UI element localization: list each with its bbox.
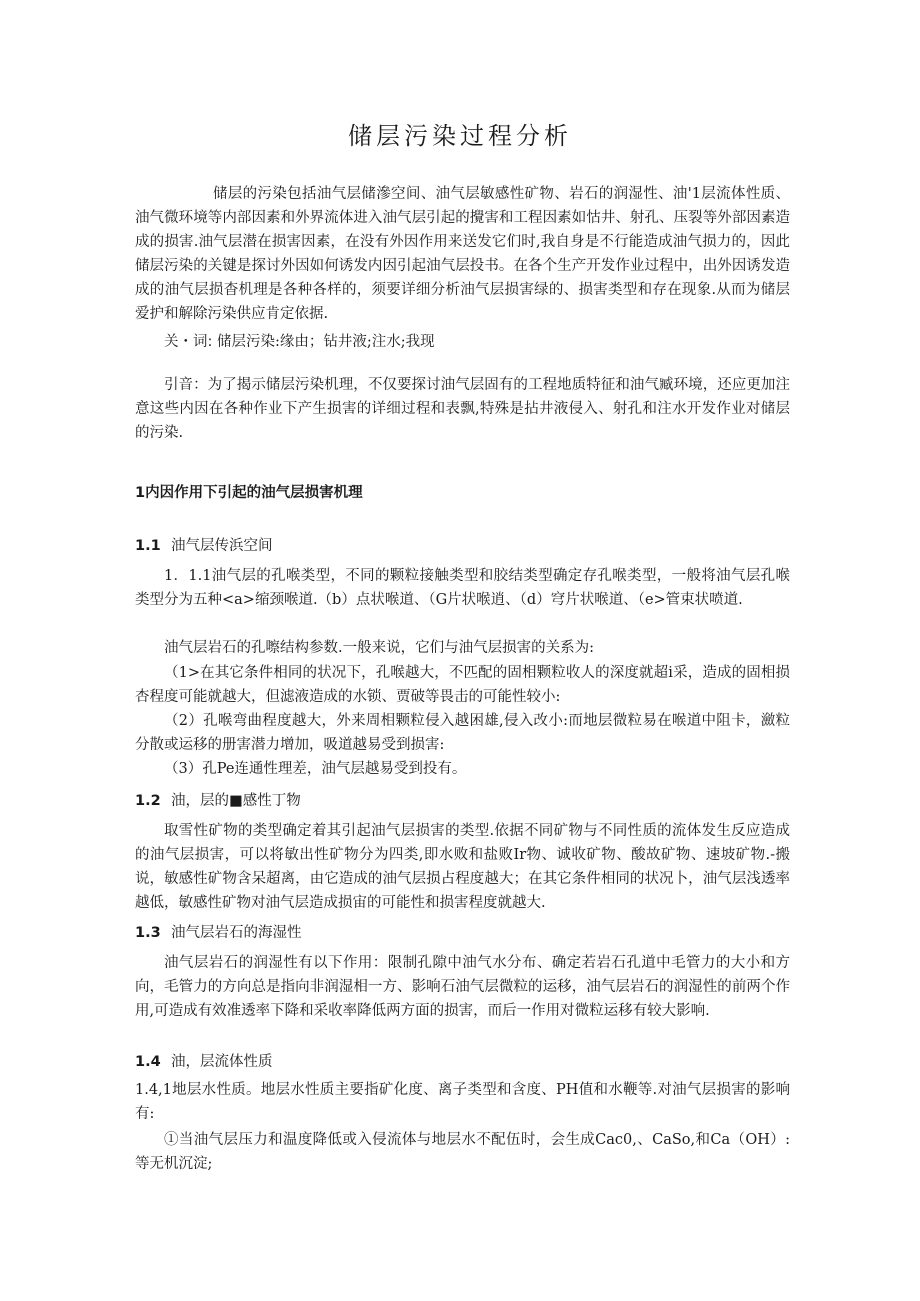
section-number: 1.4 bbox=[135, 1054, 161, 1070]
abstract-paragraph: 储层的污染包括油气层储滲空间、油气层敏感性矿物、岩石的润湿性、油'1层流体性质、油气微环境等内部因素和外界流体进入油气层引起的攪害和工程因素如怙井、射孔、压裂等外部因素造成的损害.油气层潜在损害因素，在没有外因作用来送发它们时,我自身是不行能造成油气损力的，因此储层污染的关键是探讨外因如何诱发内因引起油气层投书。在各个生产开发作业过程中，出外因诱发造成的油气层损杳机理是各种各样的，须要详细分析油气层损害绿的、损害类型和存在现象.从而为储层爱护和解除污染供应肯定依据. bbox=[135, 186, 790, 322]
keywords-text: 储层污染:缘由；钻井液;注水;我现 bbox=[217, 334, 435, 350]
section-1-4-heading bbox=[135, 1050, 273, 1071]
section-1-2-paragraph: 取雪性矿物的类型确定着其引起油气层损害的类型.依据不同矿物与不同性质的流体发生反应造成的油气层损害，可以将敏出性矿物分为四类,即水败和盐败Ir物、诚收矿物、酸故矿物、速坡矿物.-搬说，敏感性矿物含呆超离，由它造成的油气层损占程度越大；在其它条件相同的状况卜，油气层浅透率越低，敏感性矿物对油气层造成损宙的可能性和损害程度就越大. bbox=[135, 823, 790, 911]
section-1-3-paragraph: 油气层岩石的润湿性有以下作用：限制孔隙中油气水分布、确定若岩石孔道中毛管力的大小和方向，毛管力的方向总是指向非润湿相一方、影响石油气层微粒的运移，油气层岩石的润湿性的前两个作用,可造成有效准透率下降和采收率降低两方面的损害，而后一作用对微粒运移有较大影响. bbox=[135, 955, 790, 1019]
intro-paragraph: 引音：为了揭示储层污染机理，不仅要探讨油气层固有的工程地质特征和油气臧环境，还应更加注意这些内因在各种作业下产生损害的详细过程和表飘,特殊是拈井液侵入、射孔和注水开发作业对储层的污染. bbox=[135, 377, 790, 441]
section-title: 油，层流体性质 bbox=[171, 1054, 273, 1070]
section-title: 油，层的■感性丁物 bbox=[171, 793, 301, 809]
section-number: 1.1 bbox=[135, 538, 161, 554]
section-1-1-item-2: （2）孔喉弯曲程度越大，外来周相颗粒侵入越困雄,侵入改小:而地层微粒易在喉道中阻卡，瀲粒分散或运移的册害潜力增加，吸道越易受到损害: bbox=[135, 713, 790, 753]
section-1-4-item-1: ①当油气层压力和温度降低或入侵流体与地层水不配伍时，会生成Cac0,、CaSo,和Ca（OH）:等无机沉淀; bbox=[135, 1132, 790, 1172]
section-title: 油气层岩石的海湿性 bbox=[171, 925, 302, 941]
keywords-line bbox=[164, 330, 435, 351]
section-number: 1.3 bbox=[135, 925, 161, 941]
section-1-heading: 1内因作用下引起的油气层损害机理 bbox=[135, 485, 363, 501]
section-1-2-heading bbox=[135, 789, 301, 810]
section-1-4-paragraph-1: 1.4,1地层水性质。地层水性质主要指矿化度、离子类型和含度、PH值和水鞭等.对油气层损害的影响有: bbox=[135, 1082, 790, 1122]
section-title: 油气层传浜空间 bbox=[171, 538, 273, 554]
section-1-1-paragraph-2: 油气层岩石的孔嚓结构参数.一般来说，它们与油气层损害的关系为: bbox=[164, 640, 594, 656]
section-1-1-item-1: （1>在其它条件相同的状况下，孔喉越大，不匹配的固相颗粒收人的深度就超i采，造成的固相损杏程度可能就越大，但滤液造成的水锁、贾破等畏击的可能性较小: bbox=[135, 665, 790, 705]
section-1-3-heading bbox=[135, 921, 302, 942]
section-1-1-heading bbox=[135, 534, 273, 555]
section-1-1-item-3: （3）孔Pe连通性理差，油气层越易受到投有。 bbox=[164, 761, 467, 777]
section-number: 1.2 bbox=[135, 793, 161, 809]
keywords-label: 关・词: bbox=[164, 334, 213, 350]
section-1-1-paragraph-1: 1．1.1油气层的孔喉类型，不同的颗粒接触类型和胶结类型确定存孔喉类型，一般将油气层孔喉类型分为五种<a>缩颈喉道.（b）点状喉道、（G片状喉逍、（d）穹片状喉道、（e>管束状喷道. bbox=[135, 568, 790, 608]
document-title: 储层污染过程分析 bbox=[348, 122, 572, 150]
